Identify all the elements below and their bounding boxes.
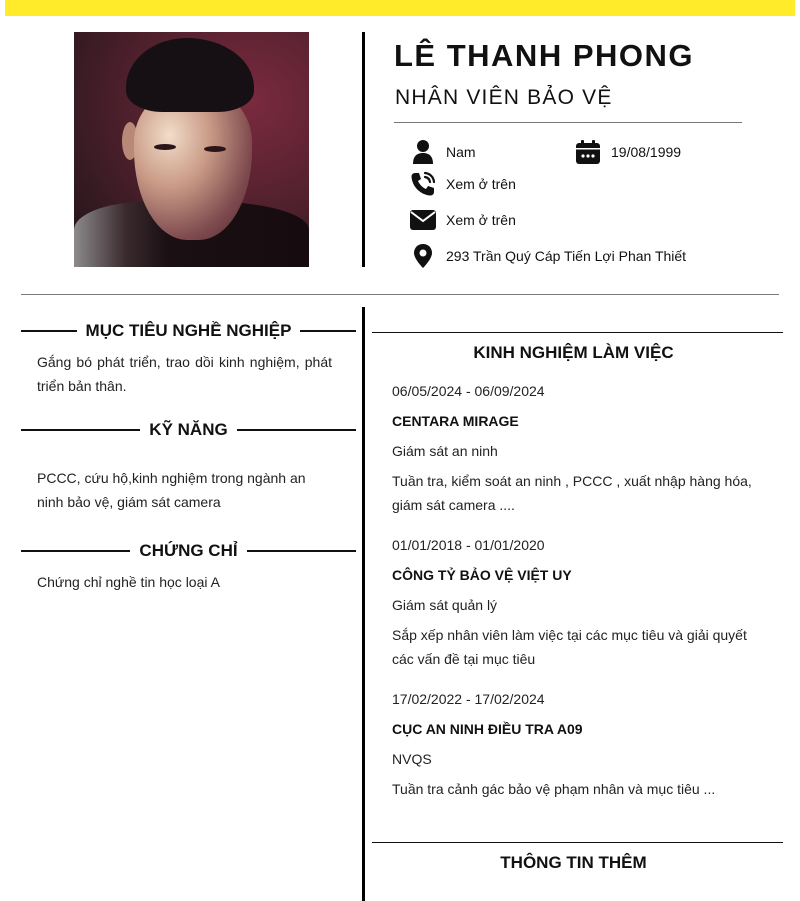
candidate-title: NHÂN VIÊN BẢO VỆ (395, 86, 613, 109)
certificates-heading-label: CHỨNG CHỈ (139, 541, 238, 560)
accent-top-bar (5, 0, 795, 16)
objective-text: Gắng bó phát triển, trao dồi kinh nghiệm, phát triển bản thân. (37, 354, 332, 394)
contact-birthday (575, 139, 681, 165)
objective-heading-label: MỤC TIÊU NGHỀ NGHIỆP (85, 321, 292, 340)
experience-item (392, 381, 752, 517)
email-value: Xem ở trên (446, 212, 516, 228)
contact-phone (410, 171, 516, 197)
heading-rule (21, 550, 130, 552)
profile-photo (74, 32, 309, 267)
contact-email (410, 207, 516, 233)
experience-position: Giám sát an ninh (392, 443, 498, 459)
heading-rule (21, 330, 77, 332)
photo-eye (154, 144, 176, 150)
heading-rule (237, 429, 356, 431)
heading-rule (21, 429, 140, 431)
skills-heading-label: KỸ NĂNG (149, 420, 228, 439)
objective-heading (21, 321, 356, 341)
birthday-value: 19/08/1999 (611, 144, 682, 160)
experience-company: CÔNG TỶ BẢO VỆ VIỆT UY (392, 567, 572, 583)
envelope-icon (410, 207, 436, 233)
experience-company: CENTARA MIRAGE (392, 413, 519, 429)
calendar-icon (575, 139, 601, 165)
column-divider (362, 307, 365, 901)
candidate-name: LÊ THANH PHONG (394, 38, 694, 73)
skills-heading (21, 420, 356, 440)
experience-period: 01/01/2018 - 01/01/2020 (392, 537, 545, 553)
experience-description: Sắp xếp nhân viên làm việc tại các mục tiêu và giải quyết các vấn đề tại mục tiêu (392, 627, 747, 667)
certificates-heading (21, 541, 356, 561)
experience-position: Giám sát quản lý (392, 597, 498, 613)
skills-text: PCCC, cứu hộ,kinh nghiệm trong ngành an ninh bảo vệ, giám sát camera (37, 470, 306, 510)
experience-description: Tuần tra, kiểm soát an ninh , PCCC , xuất nhập hàng hóa, giám sát camera .... (392, 473, 752, 513)
experience-rule (372, 332, 783, 333)
photo-hair (126, 38, 254, 112)
person-icon (410, 139, 436, 165)
phone-value: Xem ở trên (446, 176, 516, 192)
certificates-text: Chứng chỉ nghề tin học loại A (37, 574, 220, 590)
gender-value: Nam (446, 144, 476, 160)
experience-period: 17/02/2022 - 17/02/2024 (392, 691, 545, 707)
heading-rule (247, 550, 356, 552)
experience-period: 06/05/2024 - 06/09/2024 (392, 383, 545, 399)
address-value: 293 Trần Quý Cáp Tiến Lợi Phan Thiết (446, 248, 687, 264)
photo-eye (204, 146, 226, 152)
contact-address (410, 243, 686, 269)
header-divider (362, 32, 365, 267)
more-info-rule (372, 842, 783, 843)
heading-rule (300, 330, 356, 332)
experience-item (392, 689, 752, 801)
experience-item (392, 535, 752, 671)
experience-company: CỤC AN NINH ĐIỀU TRA A09 (392, 721, 583, 737)
title-underline (394, 122, 742, 123)
more-info-heading: THÔNG TIN THÊM (500, 853, 647, 872)
experience-heading: KINH NGHIỆM LÀM VIỆC (473, 343, 674, 362)
map-pin-icon (410, 243, 436, 269)
phone-icon (410, 171, 436, 197)
experience-position: NVQS (392, 751, 432, 767)
experience-description: Tuần tra cảnh gác bảo vệ phạm nhân và mục tiêu ... (392, 781, 716, 797)
header-separator (21, 294, 779, 295)
contact-gender (410, 139, 476, 165)
